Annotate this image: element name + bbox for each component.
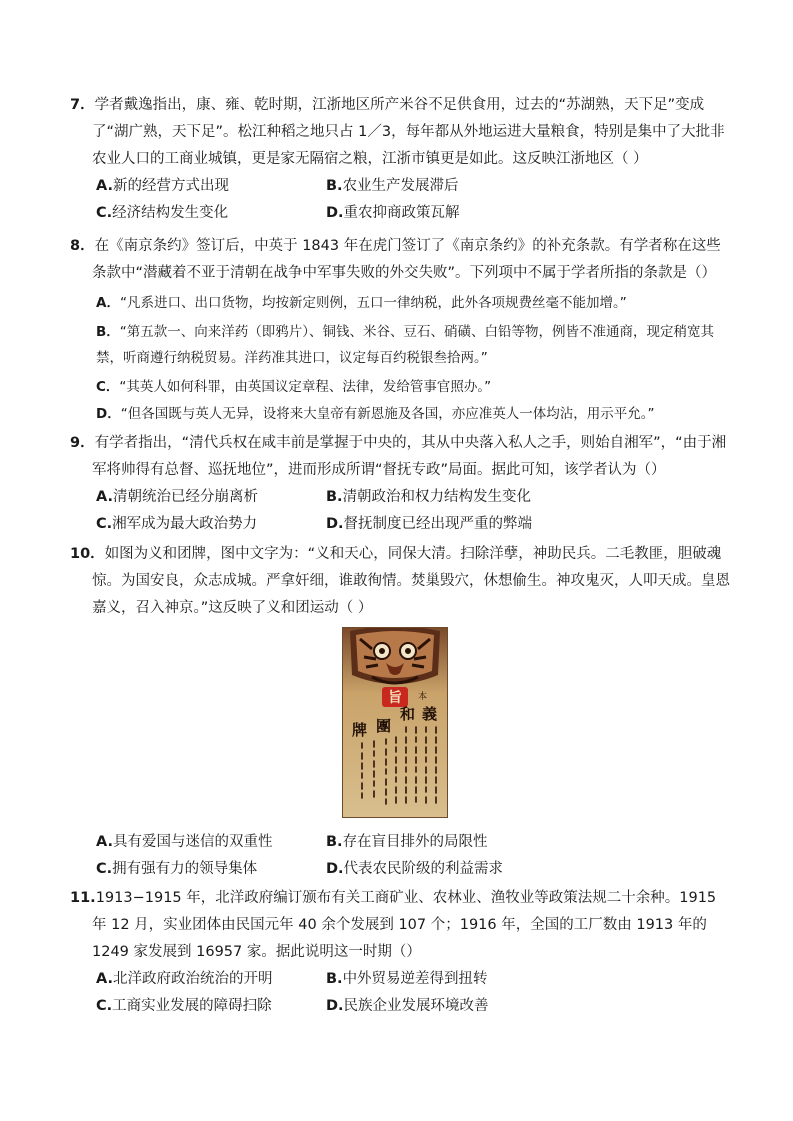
option-b[interactable]: B.中外贸易逆差得到扭转 bbox=[326, 971, 488, 987]
question-stem bbox=[70, 430, 730, 484]
question-8 bbox=[70, 233, 730, 427]
seal-character: 旨 bbox=[388, 690, 402, 706]
option-b[interactable]: B.存在盲目排外的局限性 bbox=[326, 834, 488, 850]
stem-text: 如图为义和团牌，图中文字为：“义和天心，同保大清。扫除洋孽，神助民兵。二毛教匪，胆破魂惊。为国安良，众志成城。严拿奸细，谁敢徇情。焚巢毁穴，休想偷生。神攻鬼灭，人叩天成。皇恩嘉义，召入神京。”这反映了义和团运动（ ） bbox=[92, 546, 730, 616]
banner-title-char-3: 團 bbox=[376, 717, 392, 735]
stem-text: 有学者指出，“清代兵权在咸丰前是掌握于中央的，其从中央落入私人之手，则始自湘军”，“由于湘军将帅得有总督、巡抚地位”，进而形成所谓“督抚专政”局面。据此可知，该学者认为（） bbox=[92, 435, 727, 478]
question-number: 9． bbox=[70, 435, 95, 451]
stem-text: 学者戴逸指出，康、雍、乾时期，江浙地区所产米谷不足供食用，过去的“苏湖熟，天下足”变成了“湖广熟，天下足”。松江种稻之地只占 1／3，每年都从外地运进大量粮食，特别是集中了大批非农业人口的工商业城镇，更是家无隔宿之粮，江浙市镇更是如此。这反映江浙地区（ ） bbox=[92, 97, 725, 167]
option-b[interactable]: B.农业生产发展滞后 bbox=[326, 178, 459, 194]
option-a[interactable]: A.具有爱国与迷信的双重性 bbox=[96, 834, 273, 850]
option-d[interactable]: D.重农抑商政策瓦解 bbox=[326, 205, 460, 221]
options-grid bbox=[96, 173, 730, 227]
stem-text: 在《南京条约》签订后，中英于 1843 年在虎门签订了《南京条约》的补充条款。有学者称在这些条款中“潜藏着不亚于清朝在战争中军事失败的外交失败”。下列项中不属于学者所指的条款是（） bbox=[92, 238, 721, 281]
banner-top-character: 本 bbox=[418, 692, 428, 702]
question-stem bbox=[70, 233, 730, 287]
question-number: 7． bbox=[70, 97, 95, 113]
option-c[interactable]: C.湘军成为最大政治势力 bbox=[96, 516, 258, 532]
banner-title-char-1: 義 bbox=[422, 705, 438, 723]
option-c[interactable]: C．“其英人如何科罪，由英国议定章程、法律，发给管事官照办。” bbox=[96, 379, 492, 395]
option-d[interactable]: D．“但各国既与英人无异，设将来大皇帝有新恩施及各国，亦应准英人一体均沾，用示平允。” bbox=[96, 406, 655, 422]
option-d[interactable]: D.代表农民阶级的利益需求 bbox=[326, 861, 504, 877]
question-10-options bbox=[70, 829, 730, 883]
option-a[interactable]: A.清朝统治已经分崩离析 bbox=[96, 489, 258, 505]
option-a[interactable]: A.新的经营方式出现 bbox=[96, 178, 229, 194]
question-10 bbox=[70, 541, 730, 622]
option-a[interactable]: A.北洋政府政治统治的开明 bbox=[96, 971, 273, 987]
question-11 bbox=[70, 885, 730, 1020]
question-stem bbox=[70, 92, 730, 173]
boxer-banner-image bbox=[342, 627, 448, 818]
stem-text: 1913−1915 年，北洋政府编订颁布有关工商矿业、农林业、渔牧业等政策法规二十余种。1915 年 12 月，实业团体由民国元年 40 余个发展到 107 个；1916 年，全国的工厂数由 1913 年的 1249 家发展到 16957 家。据此说明这一时期（） bbox=[92, 890, 717, 960]
option-d[interactable]: D.督抚制度已经出现严重的弊端 bbox=[326, 516, 533, 532]
option-c[interactable]: C.拥有强有力的领导集体 bbox=[96, 861, 258, 877]
question-number: 11. bbox=[70, 890, 96, 906]
option-b[interactable]: B．“第五款一、向来洋药（即鸦片）、铜钱、米谷、豆石、硝磺、白铅等物，例皆不准通商，现定稍宽其禁，听商遵行纳税贸易。洋药准其进口，议定每百约税银叁拾两。” bbox=[96, 324, 715, 366]
options-grid bbox=[96, 829, 730, 883]
question-7 bbox=[70, 92, 730, 227]
options-list bbox=[96, 290, 730, 427]
tiger-head-icon bbox=[350, 627, 440, 684]
question-number: 10． bbox=[70, 546, 105, 562]
option-c[interactable]: C.经济结构发生变化 bbox=[96, 205, 229, 221]
question-9 bbox=[70, 430, 730, 538]
question-number: 8． bbox=[70, 238, 95, 254]
banner-title-char-4: 牌 bbox=[352, 721, 368, 739]
option-d[interactable]: D.民族企业发展环境改善 bbox=[326, 998, 489, 1014]
options-grid bbox=[96, 484, 730, 538]
option-a[interactable]: A．“凡系进口、出口货物，均按新定则例，五口一律纳税，此外各项规费丝毫不能加增。” bbox=[96, 295, 627, 311]
question-stem bbox=[70, 541, 730, 622]
option-b[interactable]: B.清朝政治和权力结构发生变化 bbox=[326, 489, 532, 505]
banner-title-char-2: 和 bbox=[400, 705, 416, 723]
option-c[interactable]: C.工商实业发展的障碍扫除 bbox=[96, 998, 272, 1014]
options-grid bbox=[96, 966, 730, 1020]
question-stem bbox=[70, 885, 730, 966]
